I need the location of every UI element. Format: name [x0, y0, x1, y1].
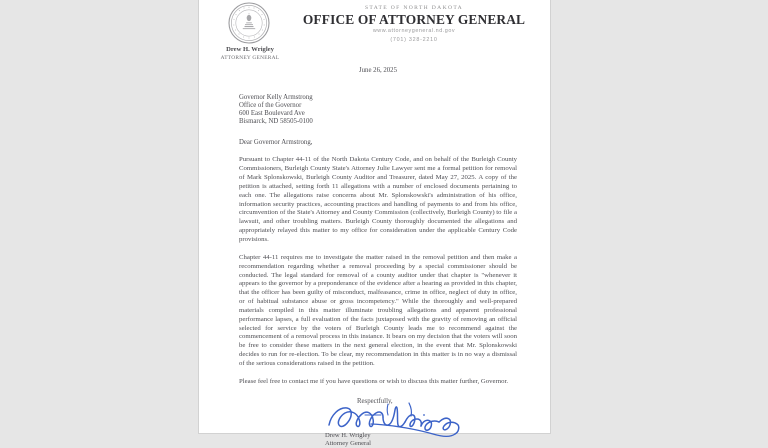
letter-body: [239, 66, 517, 448]
state-line: STATE OF NORTH DAKOTA: [364, 5, 464, 11]
north-dakota-state-seal-icon: [228, 2, 270, 44]
letter-page: [199, 0, 550, 448]
recipient-line-2: Office of the Governor: [239, 102, 302, 110]
signer-name: Drew H. Wrigley: [325, 431, 371, 439]
closing-block: [239, 397, 517, 448]
body-paragraph-1: Pursuant to Chapter 44-11 of the North Dakota Century Code, and on behalf of the Burleigh County Commissioners, Burleigh County State's Attorney Julie Lawyer sent me a formal petition for removal of Mark Splonskowski, Burleigh County Auditor and Treasurer, dated May 27, 2025. A copy of the petition is attached, setting forth 11 allegations with a number of enclosed documents pertaining to each one. The allegations raise concerns about Mr. Splonskowski's administration of his office, information security practices, accounting practices and handling of payments to and from his office, circumvention of the State's Attorney and County Commission (collectively, Burleigh County) to file a lawsuit, and other troubling matters. Burleigh County thoroughly documented the allegations and appropriately relayed this matter to my office for consideration under the applicable Century Code provisions.: [239, 156, 517, 243]
recipient-address: [239, 94, 517, 126]
office-title: OFFICE OF ATTORNEY GENERAL: [302, 12, 526, 27]
body-paragraph-3: Please feel free to contact me if you have questions or wish to discuss this matter further, Governor.: [239, 377, 509, 385]
closing-salutation: Respectfully,: [357, 397, 393, 405]
recipient-line-4: Bismarck, ND 58505-0100: [239, 118, 313, 126]
attorney-general-block: [215, 46, 285, 62]
recipient-line-1: Governor Kelly Armstrong: [239, 94, 313, 101]
letterhead: [199, 0, 550, 68]
letter-date: June 26, 2025: [359, 67, 397, 74]
attorney-general-title: ATTORNEY GENERAL: [220, 55, 280, 61]
signer-title: Attorney General: [325, 440, 371, 448]
letterhead-text: [289, 4, 539, 45]
body-paragraph-2: Chapter 44-11 requires me to investigate the matter raised in the removal petition and then make a recommendation regarding whether a removal proceeding by a special commissioner should be conducted. The legal standard for removal of a county auditor under that chapter is "whenever it appears to the governor by a preponderance of the evidence after a hearing as provided in this chapter, that the officer has been guilty of misconduct, malfeasance, crime in office, neglect of duty in office, or of habitual substance abuse or gross incompetency." While the thoroughly and well-prepared materials compiled in this matter illuminate troubling allegations and apparent professional performance lapses, a full evaluation of the facts juxtaposed with the gravity of removing an official selected for service by the voters of Burleigh County leads me to recommend against the commencement of a removal process in this instance. It bears on my decision that the voters will soon be free to consider these matters in the next general election, in the event that Mr. Splonskowski decides to run for re-election. To be clear, my recommendation in this matter is in no way a dismissal of the serious considerations raised in the petition.: [239, 253, 517, 367]
recipient-line-3: 600 East Boulevard Ave: [239, 110, 305, 118]
website-line: www.attorneygeneral.nd.gov: [372, 28, 456, 34]
phone-line: (701) 328-2210: [390, 37, 438, 43]
handwritten-signature: [325, 406, 485, 448]
attorney-general-name: Drew H. Wrigley: [226, 46, 274, 53]
salutation: Dear Governor Armstrong,: [239, 139, 313, 147]
